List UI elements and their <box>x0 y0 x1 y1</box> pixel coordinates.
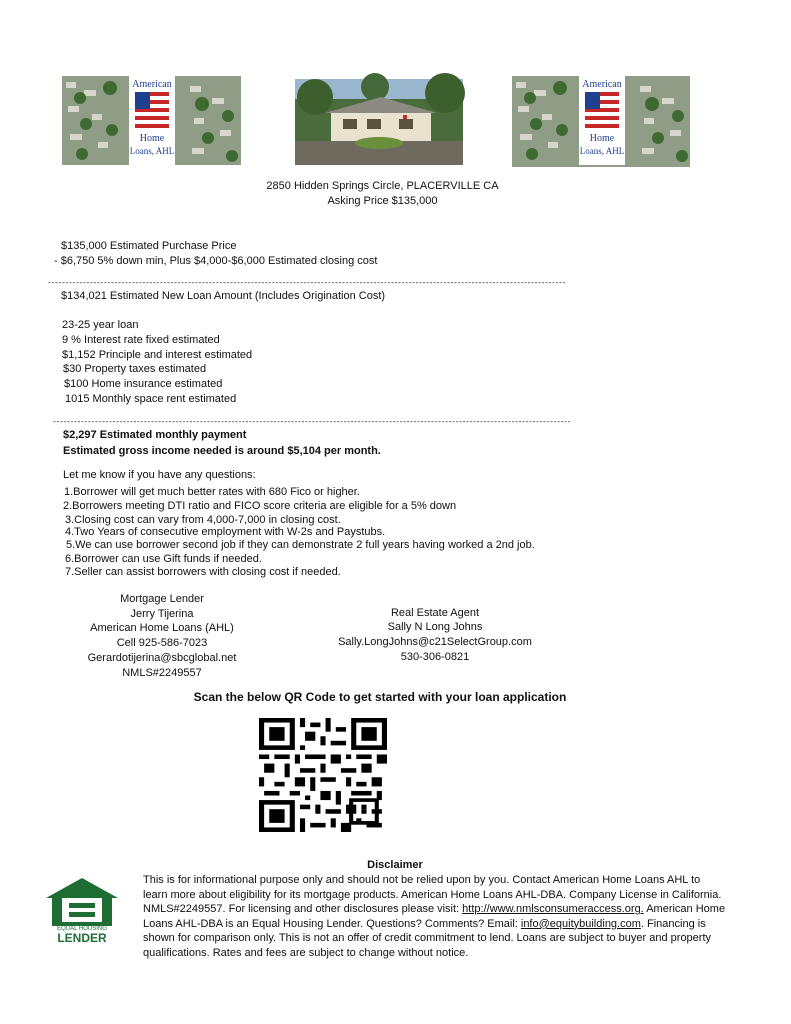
lender-title: Mortgage Lender <box>120 593 204 605</box>
ahl-logo-image-right <box>512 76 690 167</box>
lender-company: American Home Loans (AHL) <box>90 622 234 634</box>
monthly-payment: $2,297 Estimated monthly payment <box>63 429 247 441</box>
house-icon <box>295 79 463 165</box>
disclaimer-text: American Home <box>643 903 726 916</box>
list-item: 5.We can use borrower second job if they can demonstrate 2 full years having worked a 2nd job. <box>66 539 535 551</box>
disclaimer-text: . Financing is <box>640 917 706 930</box>
agent-title: Real Estate Agent <box>390 607 480 619</box>
interest-rate: 9 % Interest rate fixed estimated <box>62 334 220 346</box>
ehl-big-text: LENDER <box>57 931 107 945</box>
brand-panel <box>129 76 175 165</box>
brand-line2: Home <box>139 133 165 144</box>
us-flag-icon <box>585 92 619 128</box>
home-insurance: $100 Home insurance estimated <box>64 378 223 390</box>
brand-panel <box>579 76 625 165</box>
gross-income: Estimated gross income needed is around $5,104 per month. <box>63 445 381 457</box>
list-item: 1.Borrower will get much better rates with 680 Fico or higher. <box>64 486 360 498</box>
asking-price: Asking Price $135,000 <box>327 195 438 207</box>
house-photo <box>295 79 463 165</box>
ehl-small-text: EQUAL HOUSING <box>57 926 107 932</box>
brand-line3: Loans, AHL <box>579 146 625 156</box>
lender-email[interactable]: Gerardotijerina@sbcglobal.net <box>87 652 237 664</box>
disclaimer-line <box>143 917 725 932</box>
disclaimer-line <box>143 902 725 917</box>
disclaimer-text: Loans AHL-DBA is an Equal Housing Lender. Questions? Comments? Email: <box>143 917 521 930</box>
email-link[interactable]: info@equitybuilding.com <box>520 917 641 930</box>
property-taxes: $30 Property taxes estimated <box>63 363 207 375</box>
list-item: 6.Borrower can use Gift funds if needed. <box>65 553 262 565</box>
list-item: 2.Borrowers meeting DTI ratio and FICO score criteria are eligible for a 5% down <box>63 500 457 512</box>
brand-line1: American <box>132 79 172 90</box>
equal-housing-lender-logo <box>46 878 118 944</box>
equal-housing-icon <box>46 878 118 926</box>
qr-caption: Scan the below QR Code to get started with your loan application <box>193 690 567 704</box>
qr-code-icon[interactable] <box>259 718 387 832</box>
disclaimer-line: learn more about eligibility for its mortgage products. American Home Loans AHL-DBA. Company License in California. <box>143 888 722 901</box>
us-flag-icon <box>135 92 169 128</box>
disclaimer-line: qualifications. Rates and fees are subject to change without notice. <box>143 946 469 959</box>
list-item: 3.Closing cost can vary from 4,000-7,000 in closing cost. <box>65 514 341 526</box>
list-item: 7.Seller can assist borrowers with closing cost if needed. <box>65 566 341 578</box>
list-item: 4.Two Years of consecutive employment with W-2s and Paystubs. <box>65 526 386 538</box>
principal-interest: $1,152 Principle and interest estimated <box>62 349 253 361</box>
brand-line1: American <box>582 79 622 90</box>
purchase-price: $135,000 Estimated Purchase Price <box>61 240 237 252</box>
new-loan-amount: $134,021 Estimated New Loan Amount (Includes Origination Cost) <box>61 290 386 302</box>
disclaimer-text: NMLS#2249557. For licensing and other disclosures please visit: <box>143 903 463 916</box>
disclaimer-line: This is for informational purpose only and should not be relied upon by you. Contact American Home Loans AHL to <box>143 874 701 886</box>
loan-term: 23-25 year loan <box>62 319 139 331</box>
down-payment: - $6,750 5% down min, Plus $4,000-$6,000 Estimated closing cost <box>54 255 378 267</box>
questions-intro: Let me know if you have any questions: <box>63 469 256 481</box>
agent-email[interactable]: Sally.LongJohns@c21SelectGroup.com <box>338 636 532 648</box>
brand-line2: Home <box>589 133 615 144</box>
brand-line3: Loans, AHL <box>129 146 175 156</box>
lender-nmls: NMLS#2249557 <box>122 667 202 679</box>
disclaimer-body <box>143 873 725 961</box>
disclaimer-title: Disclaimer <box>367 859 423 871</box>
nmls-link[interactable]: http://www.nmlsconsumeraccess.org. <box>462 903 644 916</box>
lender-cell[interactable]: Cell 925-586-7023 <box>116 637 208 649</box>
disclaimer-line: shown for comparison only. This is not an offer of credit commitment to lend. Loans are subject to buyer and property <box>143 932 712 945</box>
divider: ---------------------------------------------------------------------------------------------------------------------------------------------------- <box>47 279 566 288</box>
space-rent: 1015 Monthly space rent estimated <box>65 393 237 405</box>
lender-name: Jerry Tijerina <box>130 608 194 620</box>
divider: ---------------------------------------------------------------------------------------------------------------------------------------------------- <box>52 418 571 427</box>
property-address: 2850 Hidden Springs Circle, PLACERVILLE CA <box>266 180 499 192</box>
agent-phone[interactable]: 530-306-0821 <box>400 651 470 663</box>
agent-name: Sally N Long Johns <box>387 621 483 633</box>
ahl-logo-image-left <box>62 76 241 165</box>
